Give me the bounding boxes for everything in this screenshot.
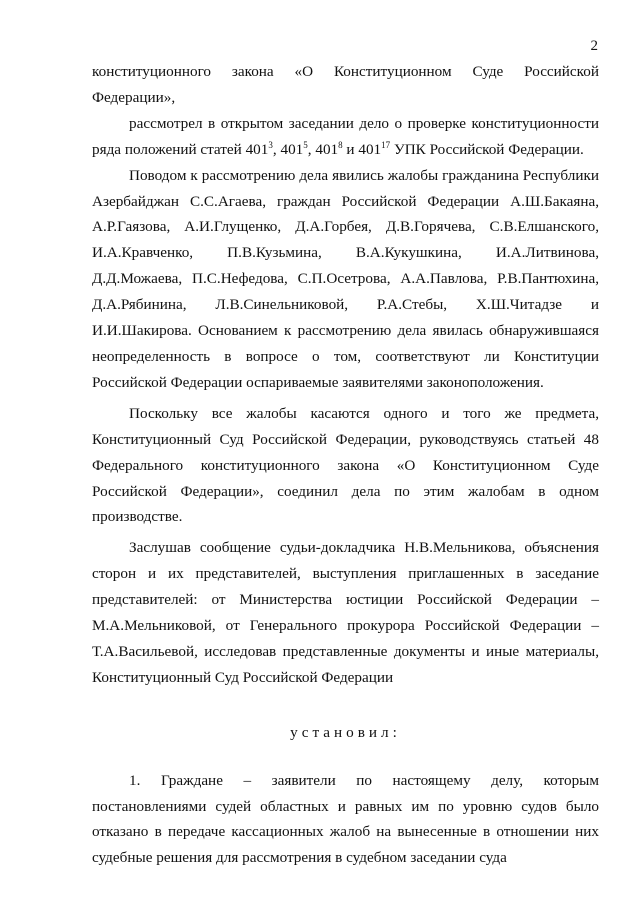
paragraph-considered: рассмотрел в открытом заседании дело о проверке конституционности ряда положений статей $401^3$, $401^5$, $401^8$ и $401^{17}$ УПК Российской Федерации. [92,114,599,158]
page-number: 2 [590,38,598,54]
section-heading: установил: [290,723,401,741]
superscript: 5 [303,139,308,150]
paragraph-item-1: 1. Граждане – заявители по настоящему делу, которым постановлениями судей областных и равных им по уровню судов было отказано в передаче кассационных жалоб на вынесенные в отношении них судебные решения для рассмотрения в судебном заседании суда [92,771,599,867]
paragraph-intro-continuation: конституционного закона «О Конституционном Суде Российской Федерации», [92,63,599,106]
superscript: 3 [268,139,273,150]
superscript: 17 [381,139,391,150]
superscript: 8 [338,139,343,150]
document-body [92,59,599,871]
paragraph-joined-cases: Поскольку все жалобы касаются одного и того же предмета, Конституционный Суд Российской Федерации, руководствуясь статьей 48 Федерального конституционного закона «О Конституционном Суде Российской Федерации», соединил дела по этим жалобам в одном производстве. [92,404,599,526]
paragraph-grounds: Поводом к рассмотрению дела явились жалобы гражданина Республики Азербайджан С.С.Агаева, граждан Российской Федерации А.Ш.Бакаяна, А.Р.Гаязова, А.И.Глущенко, Д.А.Горбея, Д.В.Горячева, С.В.Елшанского, И.А.Кравченко, П.В.Кузьмина, В.А.Кукушкина, И.А.Литвинова, Д.Д.Можаева, П.С.Нефедова, С.П.Осетрова, А.А.Павлова, Р.В.Пантюхина, Д.А.Рябинина, Л.В.Синельниковой, Р.А.Стебы, Х.Ш.Читадзе и И.И.Шакирова. Основанием к рассмотрению дела явилась обнаружившаяся неопределенность в вопросе о том, соответствуют ли Конституции Российской Федерации оспариваемые заявителями законоположения. [92,166,599,391]
paragraph-hearing: Заслушав сообщение судьи-докладчика Н.В.Мельникова, объяснения сторон и их представителей, выступления приглашенных в заседание представителей: от Министерства юстиции Российской Федерации – М.А.Мельниковой, от Генерального прокурора Российской Федерации – Т.А.Васильевой, исследовав представленные документы и иные материалы, Конституционный Суд Российской Федерации [92,539,599,686]
